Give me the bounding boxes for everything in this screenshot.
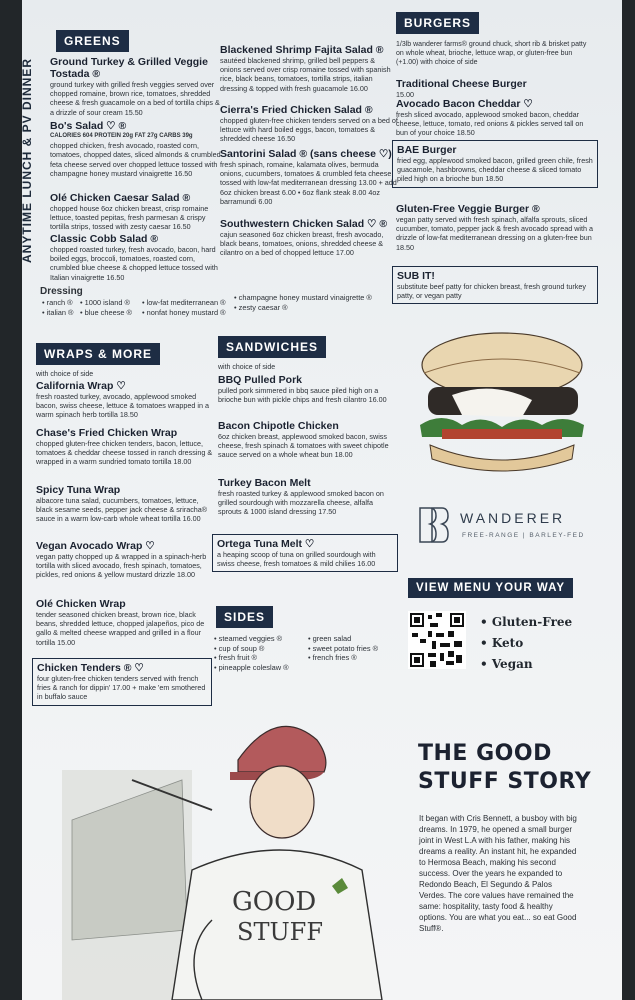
item-name: SUB IT!	[397, 270, 435, 282]
item-desc: 15.00	[396, 90, 414, 99]
item-name: Southwestern Chicken Salad ♡ ®	[220, 218, 388, 230]
dressing-list	[234, 293, 404, 312]
item-desc: four gluten-free chicken tenders served with french fries & ranch for dippin' 17.00 + make 'em smothered in buffalo sauce	[37, 674, 206, 702]
wanderer-logo	[410, 502, 610, 548]
item-name: Traditional Cheese Burger	[396, 78, 527, 90]
item-name: Blackened Shrimp Fajita Salad ®	[220, 44, 384, 56]
wanderer-wordmark: WANDERER	[460, 510, 566, 526]
side-tag: ANYTIME LUNCH & PV DINNER	[20, 57, 34, 263]
sides-list	[308, 634, 403, 663]
menu-item	[50, 56, 225, 117]
diet-option: • Keto	[480, 636, 524, 650]
item-name: Vegan Avocado Wrap ♡	[36, 540, 155, 552]
menu-page	[22, 0, 622, 1000]
item-desc: chopped gluten-free chicken tenders served on a bed of lettuce with hard boiled eggs, bacon, tomatoes & shredded cheese 16.50	[220, 116, 398, 144]
item-desc: chopped roasted turkey, fresh avocado, bacon, hard boiled eggs, broccoli, tomatoes, roasted corn, crumbled blue cheese & chopped lettuce tossed with Italian vinaigrette 16.50	[50, 245, 218, 282]
item-name: Turkey Bacon Melt	[218, 477, 311, 489]
dressing-title: Dressing	[40, 286, 83, 297]
item-desc: sautéed blackened shrimp, grilled bell peppers & onions served over crisp romaine tossed with spanish rice, black beans, tomatoes, tortilla strips, italian dressing & topped with fresh guacamole 16.00	[220, 56, 391, 93]
menu-item	[396, 98, 596, 138]
item-name: BAE Burger	[397, 144, 457, 156]
wanderer-tagline: FREE-RANGE | BARLEY-FED	[462, 532, 585, 539]
side-option: • pineapple coleslaw ®	[214, 662, 289, 672]
item-name: Ground Turkey & Grilled Veggie Tostada ®	[50, 56, 208, 80]
item-desc: vegan patty served with fresh spinach, alfalfa sprouts, sliced cucumber, tomato, pepper jack & fresh avocado spread with a drizzle of low-fat mediterranean dressing on a gluten-free bun 18.50	[396, 215, 593, 252]
item-desc: fresh roasted turkey, avocado, applewood smoked bacon, swiss cheese, lettuce & tomatoes wrapped in a warm spinach herb tortilla 18.50	[36, 392, 209, 420]
dressing-option: • 1000 island ®	[80, 298, 130, 307]
side-option: • fresh fruit ®	[214, 653, 257, 662]
wraps-side-note: with choice of side	[36, 371, 94, 378]
wraps-heading: WRAPS & MORE	[36, 343, 160, 365]
dressing-option: • champagne honey mustard vinaigrette ®	[234, 293, 372, 302]
burger-illustration	[402, 325, 602, 495]
diet-option: • Vegan	[480, 657, 533, 671]
item-name: Classic Cobb Salad ®	[50, 233, 159, 245]
sides-list	[214, 634, 309, 672]
item-macros: CALORIES 604 PROTEIN 20g FAT 27g CARBS 39g	[50, 133, 193, 139]
item-desc: chopped chicken, fresh avocado, roasted corn, tomatoes, chopped dates, sliced almonds & crumbled feta cheese served over chopped lettuce tossed with champagne honey mustard vinaigrette 16.50	[50, 141, 221, 178]
item-name: Bacon Chipotle Chicken	[218, 420, 339, 432]
menu-item	[396, 203, 596, 252]
item-desc: chopped house 6oz chicken breast, crisp romaine lettuce, toasted pepitas, fresh parmesan & crispy tortilla strips, tossed with zesty caesar 16.50	[50, 204, 209, 232]
menu-item	[36, 598, 214, 647]
sides-heading: SIDES	[216, 606, 273, 628]
menu-item	[36, 380, 214, 420]
item-desc: substitute beef patty for chicken breast, fresh ground turkey patty, or vegan patty	[397, 282, 586, 301]
item-name: Spicy Tuna Wrap	[36, 484, 121, 496]
dressing-option: • low-fat mediterranean ®	[142, 298, 226, 307]
item-desc: chopped gluten-free chicken tenders, bacon, lettuce, tomatoes & cheddar cheese tossed in ranch dressing & wrapped in a warm sundried tomato tortilla 18.00	[36, 439, 213, 467]
item-name: Gluten-Free Veggie Burger ®	[396, 203, 540, 215]
menu-item	[220, 44, 398, 93]
dressing-option: • ranch ®	[42, 298, 73, 307]
menu-item	[50, 233, 225, 282]
svg-text:STUFF: STUFF	[237, 918, 323, 946]
side-option: • cup of soup ®	[214, 643, 265, 653]
menu-item	[36, 484, 214, 524]
menu-item	[218, 374, 396, 404]
item-name: Chicken Tenders ® ♡	[37, 662, 144, 674]
founder-illustration	[62, 700, 402, 1000]
burgers-heading: BURGERS	[396, 12, 479, 34]
item-name: Chase's Fried Chicken Wrap	[36, 427, 178, 439]
item-name: Olé Chicken Wrap	[36, 598, 126, 610]
item-desc: pulled pork simmered in bbq sauce piled high on a brioche bun with pickle chips and fresh cilantro 16.00	[218, 386, 387, 405]
dressing-option: • nonfat honey mustard ®	[142, 307, 226, 317]
qr-code-icon[interactable]	[408, 611, 466, 669]
menu-item	[50, 192, 225, 232]
item-desc: fresh roasted turkey & applewood smoked bacon on grilled sourdough with mozzarella cheese, alfalfa sprouts & 1000 island dressing 17.50	[218, 489, 384, 517]
svg-text:GOOD: GOOD	[232, 887, 317, 917]
item-name: BBQ Pulled Pork	[218, 374, 303, 386]
item-name: Ortega Tuna Melt ♡	[217, 538, 315, 550]
item-name: Santorini Salad ® (sans cheese ♡)	[220, 148, 392, 160]
item-desc: a heaping scoop of tuna on grilled sourdough with swiss cheese, fresh tomatoes & mild chilies 16.00	[217, 550, 376, 569]
menu-item-boxed	[392, 140, 598, 188]
view-menu-heading: VIEW MENU YOUR WAY	[408, 578, 573, 598]
dressing-option: • italian ®	[42, 307, 74, 317]
item-desc: albacore tuna salad, cucumbers, tomatoes, lettuce, black sesame seeds, pepper jack cheese & sriracha® sauce in a warm low-carb whole wheat tortilla 16.00	[36, 496, 208, 524]
item-desc: cajun seasoned 6oz chicken breast, fresh avocado, black beans, tomatoes, onions, shredded cheese & cilantro on a bed of chopped lettuce 17.00	[220, 230, 384, 258]
item-desc: vegan patty chopped up & wrapped in a spinach-herb tortilla with sliced avocado, fresh spinach, tomatoes, pickles, red onions & yellow mustard drizzle 18.00	[36, 552, 207, 580]
dressing-option: • blue cheese ®	[80, 307, 132, 317]
burgers-intro: 1/3lb wanderer farms® ground chuck, short rib & brisket patty on whole wheat, brioche, lettuce wrap, or gluten-free bun (+1.00) with choice of side	[396, 41, 587, 66]
menu-ways-list	[480, 612, 572, 675]
item-desc: fried egg, applewood smoked bacon, grilled green chile, fresh guacamole, hashbrowns, cheddar cheese & sliced tomato piled high on a brioche bun 18.50	[397, 156, 593, 184]
sandwiches-side-note: with choice of side	[218, 364, 276, 371]
item-desc: 6oz chicken breast, applewood smoked bacon, swiss cheese, fresh spinach & tomatoes with sweet chipotle sauce served on a whole wheat bun 18.00	[218, 432, 389, 460]
menu-item	[396, 78, 596, 99]
menu-item	[220, 218, 398, 258]
side-option: • steamed veggies ®	[214, 634, 283, 643]
diet-option: • Gluten-Free	[480, 615, 573, 629]
side-option: • french fries ®	[308, 653, 357, 662]
item-desc: tender seasoned chicken breast, brown rice, black beans, shredded lettuce, chopped jalapeños, pico de gallo & melted cheese wrapped and grilled in a flour tortilla 15.00	[36, 610, 205, 647]
item-name: Olé Chicken Caesar Salad ®	[50, 192, 191, 204]
menu-item	[50, 120, 225, 178]
item-desc: fresh spinach, romaine, kalamata olives, bermuda onions, cucumbers, tomatoes & crumbled feta cheese tossed with low-fat mediterranean dressing 13.00 + add 6oz chicken breast 6.00 • 6oz flank steak 8.00 4oz barramundi 6.00	[220, 160, 397, 206]
dressing-option: • zesty caesar ®	[234, 302, 288, 312]
wanderer-emblem-icon	[416, 504, 452, 546]
menu-item-boxed	[32, 658, 212, 706]
item-desc: fresh sliced avocado, applewood smoked bacon, cheddar cheese, lettuce, tomato, red onions & pickles served tall on bun of your choice 18.50	[396, 110, 584, 138]
dressing-list	[80, 298, 150, 317]
item-name: California Wrap ♡	[36, 380, 126, 392]
dressing-list	[142, 298, 242, 317]
menu-item	[36, 427, 214, 467]
sandwiches-heading: SANDWICHES	[218, 336, 326, 358]
item-name: Bo's Salad ♡ ®	[50, 120, 127, 132]
menu-item	[36, 540, 214, 580]
menu-item	[220, 104, 398, 144]
story-body: It began with Cris Bennett, a busboy with big dreams. In 1979, he opened a small burger joint in West L.A with his father, making his dreams a reality. An instant hit, he expanded to Hermosa Beach, making his second success. Over the years he expanded to Redondo Beach, El Segundo & Palos Verdes. The core values have remained the same: hospitality, tasty food & healthy options. You are what you eat... so eat Good Stuff®.	[419, 814, 577, 933]
item-name: Avocado Bacon Cheddar ♡	[396, 98, 533, 110]
greens-heading: GREENS	[56, 30, 129, 52]
menu-item	[220, 148, 398, 206]
item-desc: ground turkey with grilled fresh veggies served over chopped romaine, brown rice, tomatoes, shredded cheese & fresh guacamole on a bed of tortilla chips & a drizzle of sour cream 15.50	[50, 80, 220, 117]
menu-item	[218, 420, 396, 460]
menu-item-boxed	[392, 266, 598, 304]
story-title: THE GOOD STUFF STORY	[418, 741, 592, 794]
side-option: • sweet potato fries ®	[308, 643, 379, 653]
menu-item-boxed	[212, 534, 398, 572]
side-option: • green salad	[308, 634, 352, 643]
menu-item	[218, 477, 396, 517]
item-name: Cierra's Fried Chicken Salad ®	[220, 104, 373, 116]
